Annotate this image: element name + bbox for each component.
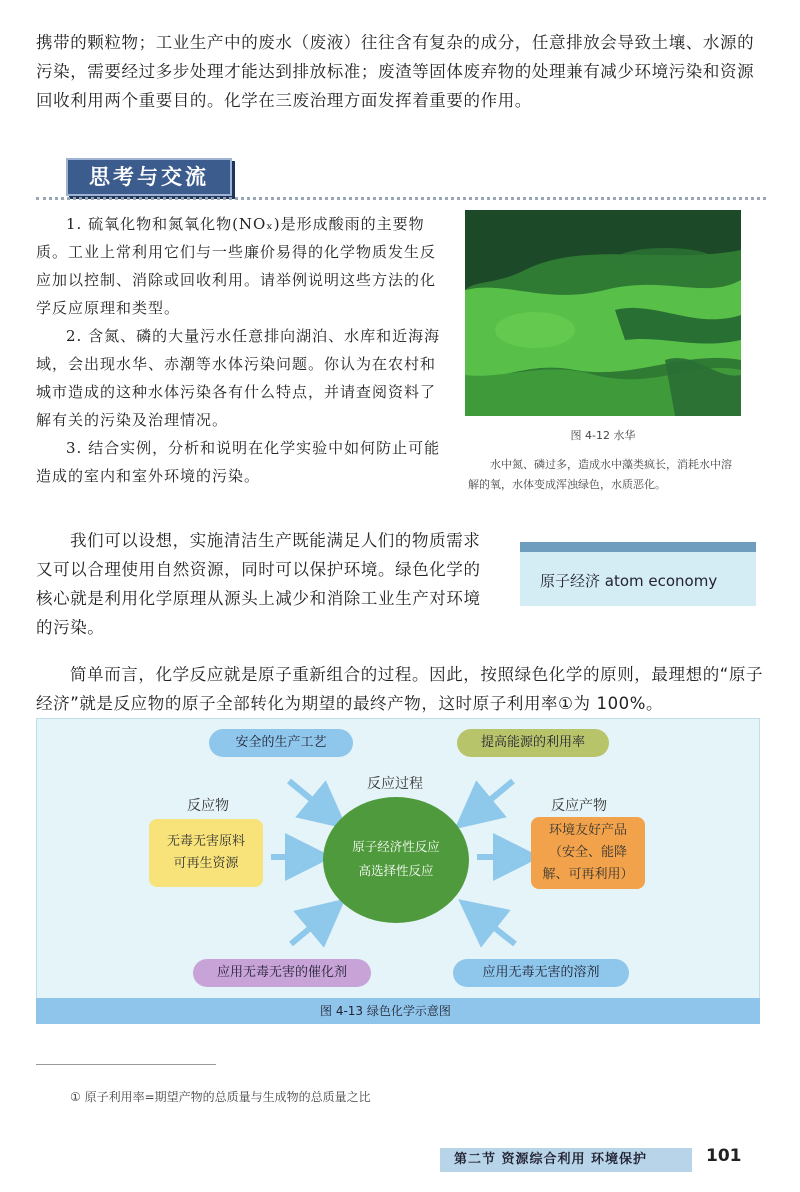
- reactants-line-2: 可再生资源: [173, 856, 239, 871]
- arrow-top-left: [289, 781, 329, 814]
- pill-energy-efficiency: 提高能源的利用率: [457, 729, 609, 757]
- arrow-bottom-left: [291, 914, 327, 944]
- figure-4-13-caption: 图 4-13 绿色化学示意图: [36, 998, 760, 1024]
- process-line-2: 高选择性反应: [358, 863, 434, 878]
- products-line-1: 环境友好产品: [548, 823, 627, 838]
- products-box: [531, 817, 645, 889]
- section-divider: [36, 197, 766, 200]
- products-label: 反应产物: [551, 798, 607, 814]
- term-label: 原子经济 atom economy: [540, 572, 718, 590]
- algae-bloom-photo: [465, 210, 741, 416]
- page-number: 101: [706, 1146, 742, 1166]
- section-title: 思考与交流: [66, 158, 232, 196]
- green-chemistry-diagram: [36, 718, 760, 1024]
- process-circle: [323, 797, 469, 923]
- reactants-box: [149, 819, 263, 887]
- pill-nontoxic-solvent: 应用无毒无害的溶剂: [453, 959, 629, 987]
- products-line-2: （安全、能降: [548, 845, 627, 860]
- footer-section-title: 第二节 资源综合利用 环境保护: [440, 1148, 692, 1172]
- reactants-line-1: 无毒无害原料: [166, 834, 245, 849]
- pill-nontoxic-catalyst: 应用无毒无害的催化剂: [193, 959, 371, 987]
- atom-economy-paragraph: 简单而言，化学反应就是原子重新组合的过程。因此，按照绿色化学的原则，最理想的“原子经济”就是反应物的原子全部转化为期望的最终产物，这时原子利用率①为 100%。: [36, 665, 764, 713]
- footnote: ① 原子利用率=期望产物的总质量与生成物的总质量之比: [70, 1090, 371, 1104]
- term-sidebar: [520, 542, 756, 606]
- figure-4-12-title: 图 4-12 水华: [570, 429, 636, 442]
- question-2: 2. 含氮、磷的大量污水任意排向湖泊、水库和近海海域，会出现水华、赤潮等水体污染问题。你认为在农村和城市造成的这种水体污染各有什么特点，并请查阅资料了解有关的污染及治理情况。: [36, 327, 441, 429]
- question-3: 3. 结合实例，分析和说明在化学实验中如何防止可能造成的室内和室外环境的污染。: [36, 439, 441, 485]
- process-label: 反应过程: [367, 776, 423, 792]
- question-list: [36, 210, 448, 490]
- green-chem-paragraph: 我们可以设想，实施清洁生产既能满足人们的物质需求又可以合理使用自然资源，同时可以保护环境。绿色化学的核心就是利用化学原理从源头上减少和消除工业生产对环境的污染。: [36, 531, 481, 637]
- algae-bloom-image: [465, 210, 741, 416]
- figure-4-12-caption: 水中氮、磷过多，造成水中藻类疯长，消耗水中溶解的氧，水体变成浑浊绿色，水质恶化。: [468, 458, 732, 491]
- process-line-1: 原子经济性反应: [352, 839, 440, 854]
- footnote-divider: [36, 1064, 216, 1065]
- arrow-bottom-right: [477, 914, 515, 944]
- arrow-top-right: [473, 781, 513, 814]
- reactants-label: 反应物: [187, 798, 229, 814]
- question-1: 1. 硫氧化物和氮氧化物(NOₓ)是形成酸雨的主要物质。工业上常利用它们与一些廉价易得的化学物质发生反应加以控制、消除或回收利用。请举例说明这些方法的化学反应原理和类型。: [36, 215, 437, 317]
- pill-safe-process: 安全的生产工艺: [209, 729, 353, 757]
- products-line-3: 解、可再利用）: [542, 867, 634, 882]
- intro-paragraph: 携带的颗粒物；工业生产中的废水（废液）往往含有复杂的成分，任意排放会导致土壤、水源的污染，需要经过多步处理才能达到排放标准；废渣等固体废弃物的处理兼有减少环境污染和资源回收利用两个重要目的。化学在三废治理方面发挥着重要的作用。: [36, 33, 755, 110]
